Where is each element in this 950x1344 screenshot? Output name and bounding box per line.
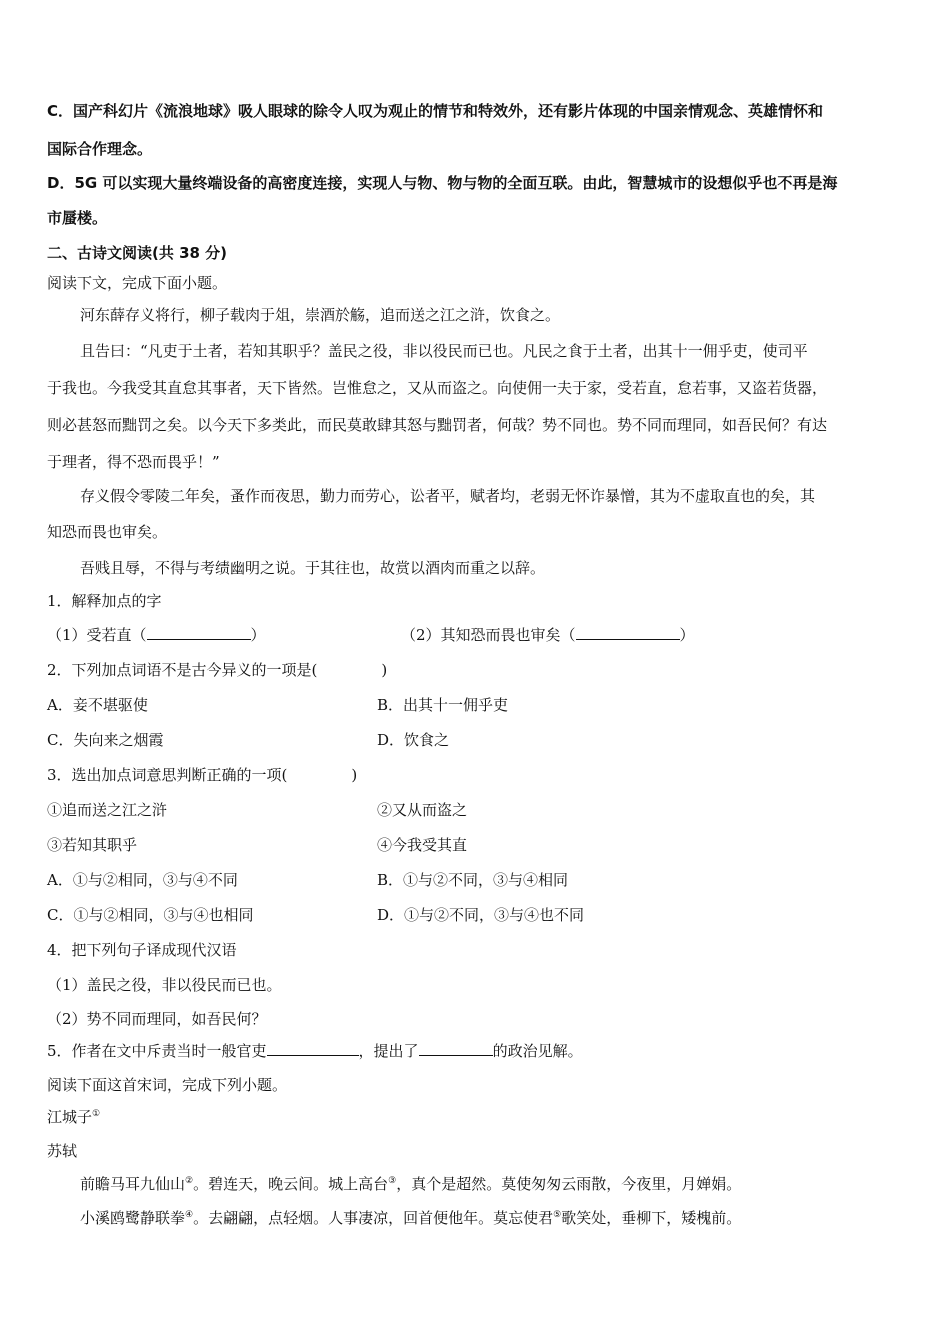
question-3-item-1: ①追而送之江之浒 [47, 801, 168, 819]
question-5: 5．作者在文中斥责当时一般官吏 ，提出了 的政治见解。 [47, 1042, 583, 1060]
poem-stanza-2: 小溪鸥鹭静联拳④。去翩翩，点轻烟。人事凄凉，回首便他年。莫忘使君⑤歌笑处，垂柳下，矮槐前。 [80, 1209, 742, 1227]
footnote-marker: ① [92, 1109, 101, 1119]
question-1: 1．解释加点的字 [47, 592, 162, 610]
question-1-item-1: （1）受若直（ ） [47, 626, 266, 644]
question-3-item-2: ②又从而盗之 [377, 801, 468, 819]
answer-blank[interactable] [419, 1041, 493, 1056]
question-2-option-d[interactable]: D．饮食之 [377, 731, 450, 749]
passage-paragraph-2-line3: 则必甚怒而黜罚之矣。以今天下多类此，而民莫敢肆其怒与黜罚者，何哉？势不同也。势不同而理同，如吾民何？有达 [47, 416, 828, 434]
option-c-line1: C．国产科幻片《流浪地球》吸人眼球的除令人叹为观止的情节和特效外，还有影片体现的中国亲情观念、英雄情怀和 [47, 102, 824, 120]
poem-author: 苏轼 [47, 1142, 78, 1160]
passage-paragraph-2-line2: 于我也。今我受其直怠其事者，天下皆然。岂惟怠之，又从而盗之。向使佣一夫于家，受若直，怠若事，又盗若货器， [47, 379, 828, 397]
passage-paragraph-1: 河东薛存义将行，柳子载肉于俎，崇酒於觞，追而送之江之浒，饮食之。 [80, 306, 561, 324]
question-3-option-a[interactable]: A．①与②相同，③与④不同 [47, 871, 238, 889]
question-3-item-4: ④今我受其直 [377, 836, 468, 854]
question-2-option-b[interactable]: B．出其十一佣乎吏 [377, 696, 509, 714]
passage-paragraph-3-line1: 存义假令零陵二年矣，蚤作而夜思，勤力而劳心，讼者平，赋者均，老弱无怀诈暴憎，其为不虚取直也的矣，其 [80, 487, 816, 505]
footnote-marker: ④ [185, 1210, 194, 1220]
answer-blank[interactable] [576, 625, 680, 640]
passage-paragraph-2-line4: 于理者，得不恐而畏乎！” [47, 453, 220, 471]
poem-title: 江城子① [47, 1108, 101, 1126]
option-d-line2: 市蜃楼。 [47, 209, 108, 227]
question-1-item-2: （2）其知恐而畏也审矣（ ） [401, 626, 695, 644]
footnote-marker: ② [185, 1176, 194, 1186]
question-3: 3．选出加点词意思判断正确的一项( ) [47, 766, 358, 784]
passage-paragraph-4: 吾贱且辱，不得与考绩幽明之说。于其往也，故赏以酒肉而重之以辞。 [80, 559, 546, 577]
passage-paragraph-2-line1: 且告曰：“凡吏于土者，若知其职乎？盖民之役，非以役民而已也。凡民之食于土者，出其十一佣乎吏，使司平 [80, 342, 808, 360]
question-3-item-3: ③若知其职乎 [47, 836, 138, 854]
answer-blank[interactable] [267, 1041, 359, 1056]
option-c-line2: 国际合作理念。 [47, 140, 153, 158]
question-4-sentence-2: （2）势不同而理同，如吾民何？ [47, 1010, 267, 1028]
question-3-option-b[interactable]: B．①与②不同，③与④相同 [377, 871, 569, 889]
question-4: 4．把下列句子译成现代汉语 [47, 941, 237, 959]
question-4-sentence-1: （1）盖民之役，非以役民而已也。 [47, 976, 282, 994]
poem-stanza-1: 前瞻马耳九仙山②。碧连天，晚云间。城上高台③，真个是超然。莫使匆匆云雨散，今夜里，月婵娟。 [80, 1175, 742, 1193]
section-heading: 二、古诗文阅读(共 38 分) [47, 244, 228, 262]
question-3-option-d[interactable]: D．①与②不同，③与④也不同 [377, 906, 585, 924]
question-2-option-c[interactable]: C．失向来之烟霞 [47, 731, 164, 749]
passage-paragraph-3-line2: 知恐而畏也审矣。 [47, 523, 168, 541]
question-2: 2．下列加点词语不是古今异义的一项是( ) [47, 661, 388, 679]
question-2-option-a[interactable]: A．妾不堪驱使 [47, 696, 148, 714]
question-3-option-c[interactable]: C．①与②相同，③与④也相同 [47, 906, 254, 924]
footnote-marker: ③ [388, 1176, 397, 1186]
poem-instruction: 阅读下面这首宋词，完成下列小题。 [47, 1076, 288, 1094]
option-d-line1: D．5G 可以实现大量终端设备的高密度连接，实现人与物、物与物的全面互联。由此，智慧城市的设想似乎也不再是海 [47, 174, 838, 192]
answer-blank[interactable] [147, 625, 251, 640]
section-instruction: 阅读下文，完成下面小题。 [47, 274, 228, 292]
footnote-marker: ⑤ [553, 1210, 562, 1220]
